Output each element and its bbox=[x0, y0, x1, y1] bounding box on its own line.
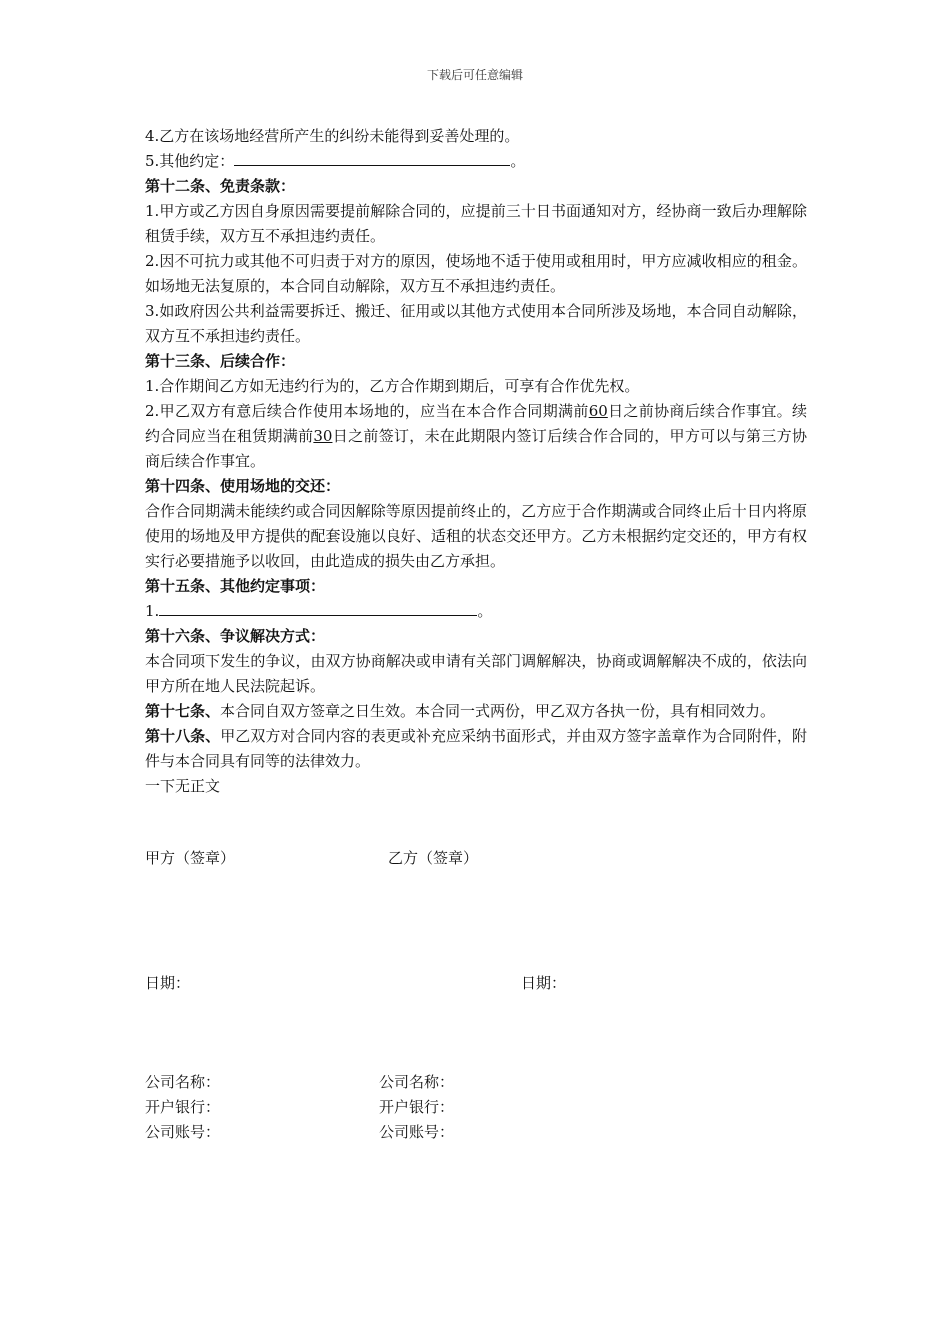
clause-18 bbox=[145, 724, 807, 774]
blank-line bbox=[234, 149, 510, 166]
clause-13-item-2 bbox=[145, 399, 807, 474]
contract-body bbox=[145, 124, 807, 799]
clause-15-item-1 bbox=[145, 599, 807, 624]
party-b-company-name-label: 公司名称： bbox=[379, 1073, 455, 1091]
clause-17 bbox=[145, 699, 807, 724]
notice-days-signing: 30 bbox=[313, 427, 333, 445]
party-a-account-label: 公司账号： bbox=[145, 1123, 221, 1141]
clause-18-title: 第十八条、 bbox=[145, 727, 221, 745]
clause-13-title: 第十三条、后续合作： bbox=[145, 352, 296, 370]
clause-13-item-2-part-a: 2.甲乙双方有意后续合作使用本场地的，应当在本合作合同期满前 bbox=[145, 402, 589, 420]
clause-11-item-5 bbox=[145, 149, 807, 174]
party-a-date-label: 日期： bbox=[145, 974, 191, 992]
party-b-signature-label: 乙方（签章） bbox=[388, 849, 479, 867]
notice-days-renewal: 60 bbox=[588, 402, 608, 420]
clause-11-item-4: 4.乙方在该场地经营所产生的纠纷未能得到妥善处理的。 bbox=[145, 127, 520, 145]
clause-13-item-2-part-c: 日之前签订，未在此期限内签订后续合作合同的，甲方可以与第三方协商后续合作事宜。 bbox=[145, 427, 807, 470]
clause-12-item-3: 3.如政府因公共利益需要拆迁、搬迁、征用或以其他方式使用本合同所涉及场地，本合同自动解除，双方互不承担违约责任。 bbox=[145, 302, 807, 345]
clause-15-item-1-suffix: 。 bbox=[477, 602, 493, 620]
party-a-bank-label: 开户银行： bbox=[145, 1098, 221, 1116]
clause-17-body: 本合同自双方签章之日生效。本合同一式两份，甲乙双方各执一份，具有相同效力。 bbox=[220, 702, 776, 720]
blank-line bbox=[159, 599, 477, 616]
end-of-text-note: 一下无正文 bbox=[145, 777, 221, 795]
clause-17-title: 第十七条、 bbox=[145, 702, 221, 720]
clause-11-item-5-prefix: 5.其他约定： bbox=[145, 152, 235, 170]
clause-18-body: 甲乙双方对合同内容的表更或补充应采纳书面形式，并由双方签字盖章作为合同附件，附件与本合同具有同等的法律效力。 bbox=[145, 727, 807, 770]
clause-15-item-1-prefix: 1. bbox=[145, 602, 160, 620]
clause-12-title: 第十二条、免责条款： bbox=[145, 177, 296, 195]
clause-11-item-5-suffix: 。 bbox=[510, 152, 526, 170]
party-b-date-label: 日期： bbox=[521, 974, 567, 992]
party-b-account-label: 公司账号： bbox=[379, 1123, 455, 1141]
clause-15-title: 第十五条、其他约定事项： bbox=[145, 577, 326, 595]
party-a-company-name-label: 公司名称： bbox=[145, 1073, 221, 1091]
clause-16-body: 本合同项下发生的争议，由双方协商解决或申请有关部门调解解决，协商或调解解决不成的，依法向甲方所在地人民法院起诉。 bbox=[145, 652, 807, 695]
page-header: 下载后可任意编辑 bbox=[426, 68, 523, 82]
clause-14-title: 第十四条、使用场地的交还： bbox=[145, 477, 341, 495]
clause-13-item-1: 1.合作期间乙方如无违约行为的，乙方合作期到期后，可享有合作优先权。 bbox=[145, 377, 640, 395]
clause-14-body: 合作合同期满未能续约或合同因解除等原因提前终止的，乙方应于合作期满或合同终止后十日内将原使用的场地及甲方提供的配套设施以良好、适租的状态交还甲方。乙方未根据约定交还的，甲方有权实行必要措施予以收回，由此造成的损失由乙方承担。 bbox=[145, 502, 807, 570]
party-b-bank-label: 开户银行： bbox=[379, 1098, 455, 1116]
clause-12-item-1: 1.甲方或乙方因自身原因需要提前解除合同的，应提前三十日书面通知对方，经协商一致后办理解除租赁手续，双方互不承担违约责任。 bbox=[145, 202, 807, 245]
party-a-signature-label: 甲方（签章） bbox=[145, 849, 236, 867]
clause-13-item-2-part-b: 日之前协商后续合作事宜。续约合同应当在租赁期满前 bbox=[145, 402, 807, 445]
clause-16-title: 第十六条、争议解决方式： bbox=[145, 627, 326, 645]
clause-12-item-2: 2.因不可抗力或其他不可归责于对方的原因，使场地不适于使用或租用时，甲方应减收相应的租金。如场地无法复原的，本合同自动解除，双方互不承担违约责任。 bbox=[145, 252, 807, 295]
